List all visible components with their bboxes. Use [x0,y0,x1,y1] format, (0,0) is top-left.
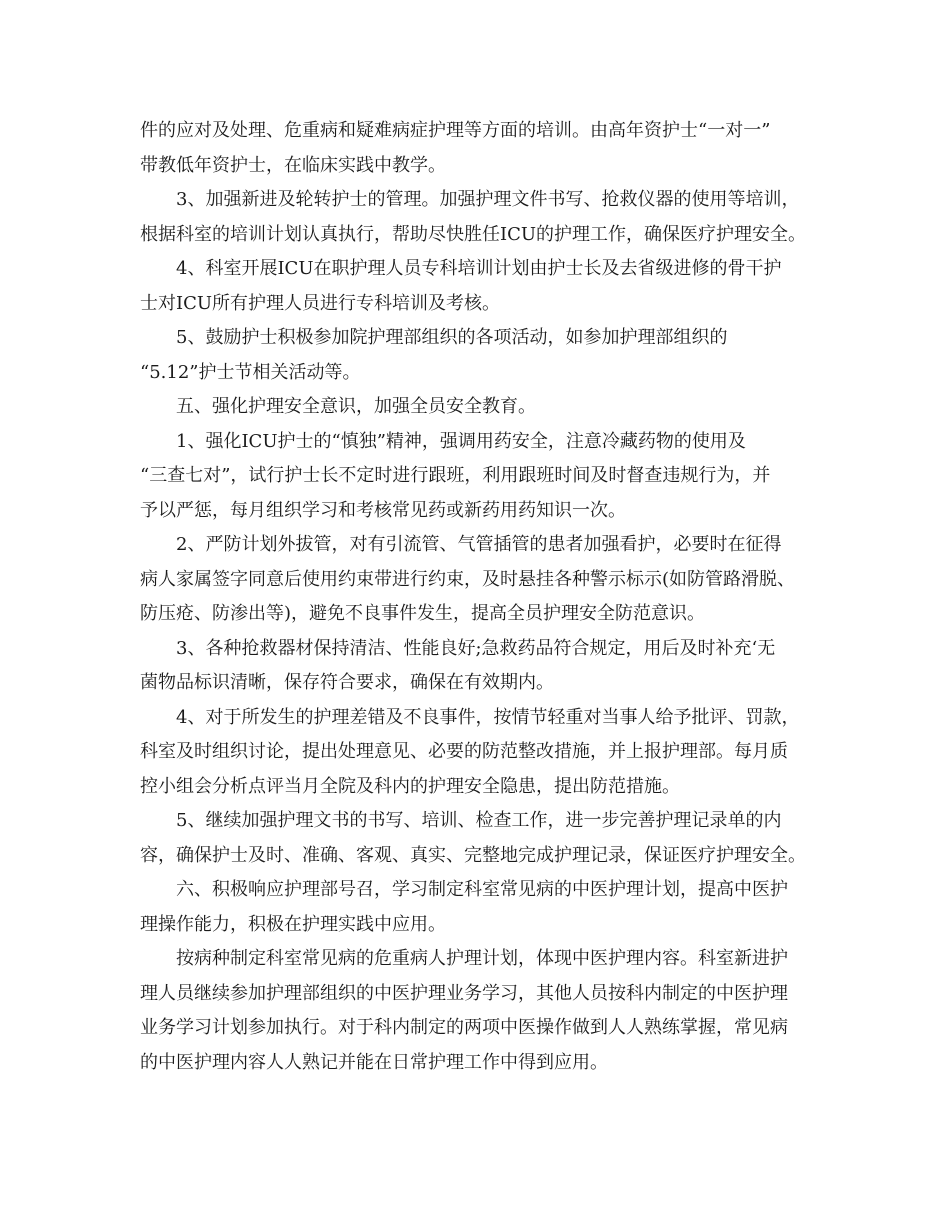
document-line: 5、鼓励护士积极参加院护理部组织的各项活动，如参加护理部组织的 [176,327,728,348]
document-body [140,114,830,1080]
document-line: 予以严惩，每月组织学习和考核常见药或新药用药知识一次。 [140,499,626,521]
document-line: 业务学习计划参加执行。对于科内制定的两项中医操作做到人人熟练掌握，常见病 [140,1017,788,1038]
document-line: 3、各种抢救器材保持清洁、性能良好;急救药品符合规定，用后及时补充‘无 [176,637,776,659]
document-line: 1、强化ICU护士的“慎独”精神，强调用药安全，注意冷藏药物的使用及 [176,430,746,452]
document-line: 根据科室的培训计划认真执行，帮助尽快胜任ICU的护理工作，确保医疗护理安全。 [140,223,807,245]
document-line: 理人员继续参加护理部组织的中医护理业务学习，其他人员按科内制定的中医护理 [140,982,788,1004]
document-line: 2、严防计划外拔管，对有引流管、气管插管的患者加强看护，必要时在征得 [176,534,782,555]
document-line: 防压疮、防渗出等)，避免不良事件发生，提高全员护理安全防范意识。 [140,603,706,624]
document-line: 五、强化护理安全意识，加强全员安全教育。 [176,396,536,417]
document-line: 3、加强新进及轮转护士的管理。加强护理文件书写、抢救仪器的使用等培训， [176,189,800,210]
document-line: 控小组会分析点评当月全院及科内的护理安全隐患，提出防范措施。 [140,775,680,797]
document-line: 士对ICU所有护理人员进行专科培训及考核。 [140,292,501,314]
document-line: 容，确保护士及时、准确、客观、真实、完整地完成护理记录，保证医疗护理安全。 [140,844,806,866]
document-line: “5.12”护士节相关活动等。 [140,361,361,383]
document-line: 按病种制定科室常见病的危重病人护理计划，体现中医护理内容。科室新进护 [176,948,788,969]
document-line: 5、继续加强护理文书的书写、培训、检查工作，进一步完善护理记录单的内 [176,810,782,831]
document-line: 六、积极响应护理部号召，学习制定科室常见病的中医护理计划，提高中医护 [176,879,788,900]
document-line: 带教低年资护士，在临床实践中教学。 [140,154,446,176]
document-line: 件的应对及处理、危重病和疑难病症护理等方面的培训。由高年资护士“一对一” [140,120,771,141]
document-line: 4、科室开展ICU在职护理人员专科培训计划由护士长及去省级进修的骨干护 [176,258,782,279]
document-line: 病人家属签字同意后使用约束带进行约束，及时悬挂各种警示标示(如防管路滑脱、 [140,568,796,590]
document-line: 理操作能力，积极在护理实践中应用。 [140,913,446,935]
document-line: 的中医护理内容人人熟记并能在日常护理工作中得到应用。 [140,1051,608,1073]
document-line: “三查七对”，试行护士长不定时进行跟班，利用跟班时间及时督查违规行为，并 [140,465,771,486]
document-line: 科室及时组织讨论，提出处理意见、必要的防范整改措施，并上报护理部。每月质 [140,741,788,762]
document-line: 菌物品标识清晰，保存符合要求，确保在有效期内。 [140,672,554,693]
document-line: 4、对于所发生的护理差错及不良事件，按情节轻重对当事人给予批评、罚款， [176,706,800,728]
